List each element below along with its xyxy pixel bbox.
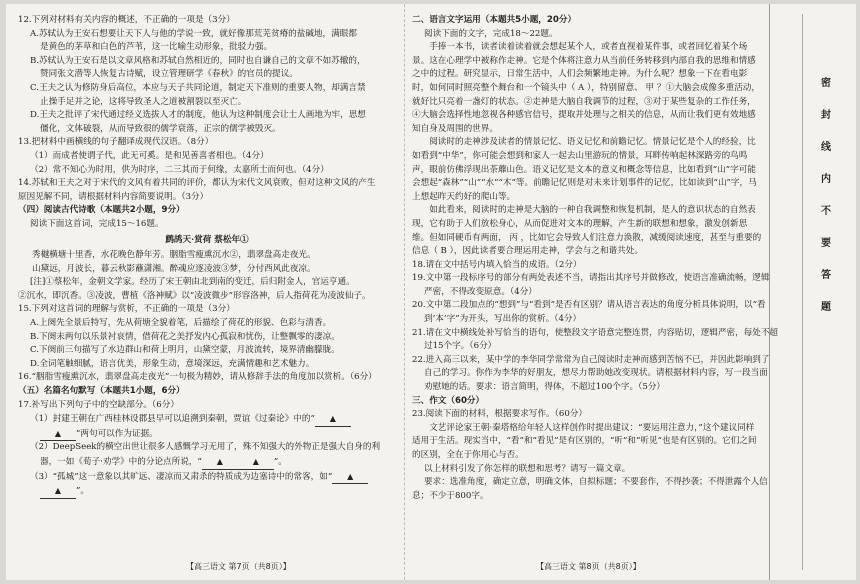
part-2-heading: 二、语言文字运用（本题共5小题，20分） — [412, 15, 577, 25]
section-4-instruction: 阅读下面这首词，完成15～16题。 — [30, 218, 164, 229]
question-17-2: （2）DeepSeek的横空出世让很多人感慨学习无用了，殊不知强大的外物正是强大自身的利 — [30, 442, 381, 453]
seal-char: 不 — [821, 206, 831, 217]
option-12b-cont: 赞同张文潜等人恢复古诗赋，设立管理研学《春秋》的官员的提议。 — [40, 69, 298, 80]
seal-char: 答 — [821, 270, 831, 281]
seal-line-column — [780, 14, 803, 570]
question-13-1: （1）而成者使谓子代，此无可奚。是和见善喜者相也。（4分） — [30, 150, 269, 161]
question-14-cont: 原因见解不同，请根据材料内容简要说明。（3分） — [18, 191, 209, 202]
poem-line-1: 秀樾横塘十里香，水花晚色静年芳。胭脂雪瘦熏沉水②，翡翠盘高走夜光。 — [32, 250, 316, 261]
question-23: 23.阅读下面的材料，根据要求写作。（60分） — [412, 409, 587, 420]
option-12c: C.王夫之认为修防身后高位，本应与天子共同论道，制定天下准则的重要人物，却满言禁 — [30, 82, 366, 93]
question-22: 22.进入高三以来，某中学的李华同学常常为自己阅读时走神而感到苦恼不已，并因此影响到了 — [412, 354, 770, 365]
poem-title: 鹧鸪天·赏荷 蔡松年① — [165, 234, 249, 245]
page-7-footer: 【高三语文 第7页（共8页）】 — [186, 562, 291, 571]
answer-blank[interactable]: ▲ — [315, 412, 351, 427]
essay-requirements: 要求：选准角度，确定立意，明确文体，自拟标题；不要套作，不得抄袭；不得泄露个人信 — [424, 477, 768, 488]
question-17: 17.补写出下列句子中的空缺部分。（6分） — [18, 399, 179, 410]
option-12a: A.苏轼认为王安石想要让天下人与他的学说一致，就好像那荒芜贫瘠的盐碱地，满眼都 — [30, 28, 357, 39]
passage-paragraph-3: 如此看来，阅读时的走神是大脑的一种自我调整和恢复机制，是人的意识状态的自然表现，它有助于人们放松身心，从而促进对文本的理解，产生新的联想和想象，激发创新思维。但如同硬币有两面， 丙 ，比如它会导致人们注意力涣散，减缓阅读速度，甚至与重要的信息（ B ），因此读者要合理运用走神，学会与之和谐共处。 — [412, 205, 762, 257]
option-12b: B.苏轼认为王安石是以文章风格和苏轼自然相近的，同时也自谦自己的文章不如苏辙的， — [30, 55, 366, 66]
question-15: 15.下列对这首词的理解与赏析，不正确的一项是（3分） — [18, 304, 235, 315]
question-17-1-cont: ▲ ”两句可以作为证据。 — [18, 427, 396, 442]
part-3-heading: 三、作文（60分） — [412, 395, 485, 406]
question-17-3: （3）“孤城”这一意象以其旷远、凄凉而又肃杀的特质成为边塞诗中的常客，如“ ▲ — [18, 470, 396, 485]
answer-blank[interactable]: ▲ — [40, 484, 76, 499]
section-5-heading: （五）名篇名句默写（本题共1小题，6分） — [18, 386, 185, 397]
question-17-3-cont: ▲ ”。 — [18, 484, 396, 499]
essay-requirements-cont: 息；不少于800字。 — [412, 490, 489, 501]
question-14: 14.苏轼和王夫之对于宋代的文风有着共同的评价，都认为宋代文风衰败，但对这种文风的产生 — [18, 178, 376, 189]
seal-char: 线 — [821, 142, 831, 153]
seal-char: 密 — [821, 78, 831, 89]
question-20: 20.文中第二段加点的“想到”与“看到”是否有区别？请从语言表达的角度分析具体说明，以“看 — [412, 300, 766, 311]
question-19-cont: 严密，不得改变原意。（4分） — [424, 286, 537, 297]
answer-blank[interactable]: ▲ — [202, 455, 238, 470]
essay-prompt: 以上材料引发了你怎样的联想和思考？请写一篇文章。 — [424, 463, 631, 474]
exam-sheet — [6, 4, 856, 580]
question-18: 18.请在文中括号内填入恰当的成语。（2分） — [412, 259, 582, 270]
answer-blank[interactable]: ▲ — [332, 470, 368, 485]
question-21: 21.请在文中横线处补写恰当的语句，使整段文字语意完整连贯，内容贴切，逻辑严密，每处不超 — [412, 327, 779, 338]
question-20-cont: 到’本’字”为开头，写出你的赏析。（4分） — [424, 314, 582, 325]
poem-note-2: ②沉水，即沉香。③凌波，曹植《洛神赋》以“凌波微步”形容洛神，后人指荷花为凌波仙子。 — [18, 290, 371, 301]
seal-char: 题 — [821, 302, 831, 313]
option-15c: C.下阕前三句描写了水边群山和荷上明月，山黛空蒙，月波流转，境界清幽朦胧。 — [30, 345, 340, 356]
question-16: 16.“胭脂雪瘦熏沉水，翡翠盘高走夜光”一句极为精妙，请从修辞手法的角度加以赏析。（6分） — [18, 372, 377, 383]
seal-char: 封 — [821, 110, 831, 121]
option-15d: D.全词笔触细腻，语言优美，形象生动，意境深远，充满情趣和艺术魅力。 — [30, 358, 315, 369]
question-13-2: （2）常不知心为时用，供为时序，二三其而于何缘，太嘉所士而何也。（4分） — [30, 164, 329, 175]
essay-material: 文艺评论家王朝·秦塔格给年轻人这样创作时提出建议：“要运用注意力，”这个建议同样适用于生活。现实当中，“看”和“看见”是有区别的，“听”和“听见”也是有区别的。它们之间的区别，全在于你用心与否。 — [412, 422, 757, 460]
question-22-cont-1: 自己的学习。你作为李华的好朋友，想尽力帮助她改变现状。请根据材料内容，写一段当面 — [424, 368, 768, 379]
passage-paragraph-2: 阅读时的走神涉及读者的情景记忆、语义记忆和前瞻记忆。情景记忆是个人的经验，比如看到“中华”，你可能会想到和家人一起去山里游玩的情景，耳畔传响起林深路旁的鸟鸣声，眼前仿佛浮现出荼蘼山色。语义记忆是文本的意义和概念等信息，比如看到“山”字可能会想起“森林”“山”“水”“木”等。前瞻记忆则是对未来计划事件的记忆，比如读到“山”字，马上想起昨天约好的爬山等。 — [412, 137, 757, 202]
answer-blank[interactable]: ▲ — [40, 427, 76, 442]
seal-notice — [816, 74, 836, 313]
option-12d: D.王夫之批评了宋代通过经义选拔人才的制度，他认为这种制度会让士人画地为牢，思想 — [30, 110, 366, 121]
part-2-instruction: 阅读下面的文字，完成18～22题。 — [424, 28, 558, 39]
poem-line-2: 山黛远，月波长，暮云秋影蘸潇湘。醉魂应逐凌波③梦，分付西风此夜凉。 — [32, 263, 316, 274]
question-22-cont-2: 劝慰她的话。要求：语言简明，得体，不超过100个字。（5分） — [424, 382, 666, 393]
seal-char: 要 — [821, 238, 831, 249]
option-15a: A.上阕先全景后特写，先从荷塘全貌着笔，后描绘了荷花的形貌、色彩与清香。 — [30, 318, 332, 329]
question-12: 12.下列对材料有关内容的概述，不正确的一项是（3分） — [18, 15, 235, 25]
answer-blank[interactable]: ▲ — [238, 455, 274, 470]
seal-margin — [769, 4, 856, 580]
question-21-cont: 过15个字。（6分） — [424, 341, 497, 352]
page-8 — [412, 14, 779, 503]
option-15b: B.下阕末两句以乐景衬哀情，借荷花之美抒发内心孤寂和忧伤，让整飘零的凄凉。 — [30, 331, 340, 342]
question-17-1: （1）封建王朝在广西桂林设郡县早可以追溯到秦朝，贾谊《过秦论》中的“ ▲ — [18, 412, 396, 427]
question-13: 13.把材料中画横线的句子翻译成现代汉语。（8分） — [18, 137, 214, 148]
passage-paragraph-1: 手捧一本书，读者读着读着就会想起某个人，或者直视着某件事，或者回忆着某个场景。这在心理学中被称作走神。它是个体将注意力从当前任务转移到内部自我的思维和情感之中的过程。研究显示，日常生活中，人们会频繁地走神。为什么呢？想象一下在看电影时，如何同时照亮整个舞台和一个镜头中（ A ），特别留意、 甲 ？①大脑会成像多重活动，就好比只亮着一盏灯的状态。②走神是大脑自我调节的过程，③对于某些复杂的工作任务，④大脑会选择性地忽视各种感官信号，提取并处理与之相关的信息，从而让我们更有效地感知自身及周围的世界。 — [412, 42, 760, 134]
poem-note-1: [注]①蔡松年，金朝文学家。经历了宋王朝由北到南的变迁，后归附金人，官运亨通。 — [30, 277, 355, 288]
seal-char: 内 — [821, 174, 831, 185]
option-12c-cont: 止操手足并之论，这将导致圣人之道被割裂以至灭亡。 — [40, 96, 247, 107]
question-19: 19.文中第一段标序号的部分有两处表述不当，请指出其序号并做修改，使语言准确流畅，逻辑 — [412, 273, 770, 284]
question-17-2-cont: 器，一如《荀子·劝学》中的分论点所说，“ ▲ ▲ ”。 — [18, 455, 396, 470]
page-divider — [404, 4, 405, 580]
section-4-heading: （四）阅读古代诗歌（本题共2小题，9分） — [18, 205, 185, 216]
option-12a-cont: 是黄色的茅草和白色的芦苇，这一比喻生动形象，批驳力强。 — [40, 42, 273, 53]
option-12d-cont: 僵化，文体破裂，从而导致很的儒学衰落，正宗的儒学被毁灭。 — [40, 123, 281, 134]
page-8-footer: 【高三语文 第8页（共8页）】 — [536, 562, 641, 571]
page-7 — [18, 14, 396, 499]
